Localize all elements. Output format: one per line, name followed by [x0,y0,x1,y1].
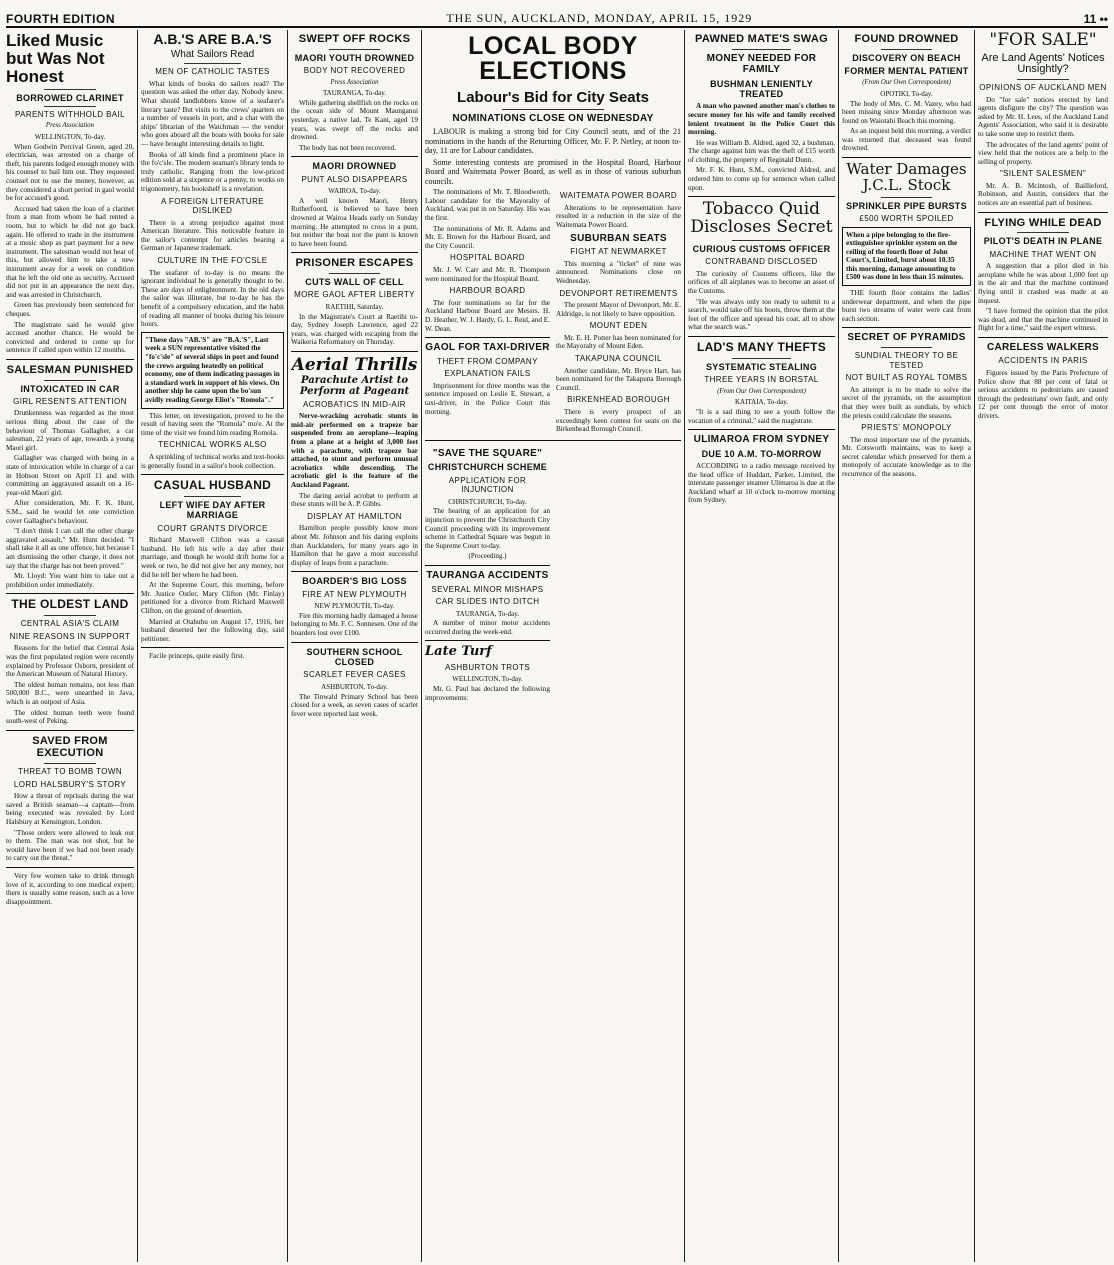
subhead: "SILENT SALESMEN" [999,169,1087,179]
subhead: OPINIONS OF AUCKLAND MEN [979,82,1107,92]
headline-saved-from-execution: SAVED FROM EXECUTION [32,734,108,760]
paragraph: A number of minor motor accidents occurred during the week-end. [425,619,550,636]
headline-casual-husband: CASUAL HUSBAND [153,478,272,493]
paragraph: Do "for sale" notices erected by land agents disfigure the city? The question was asked by Mr. H. Lees, of the Auckland Land Agents' Association, who said it is desirable to take some step to restrict them. [978,95,1108,138]
subhead: THEFT FROM COMPANY [437,356,538,366]
paragraph: Imprisonment for three months was the sentence imposed on Leslie E. Stewart, a taxi-driver, in the Police Court this morning. [425,381,550,416]
subhead: SEVERAL MINOR MISHAPS [431,584,544,594]
paragraph: The nominations of Mr. T. Bloodworth, Labour candidate for the Mayoralty of Auckland, was put in on Saturday. His was the first. [425,188,550,223]
dateline: CHRISTCHURCH, To-day. [448,497,527,506]
paragraph: Mr. F. K. Hunt, S.M., convicted Aldred, and ordered him to come up for sentence when called upon. [688,166,835,192]
quote-box: When a pipe belonging to the fire-extinguisher sprinkler system on the ceiling of the fourth floor of John Court's, Limited, burst about 10.35 this morning, damage amounting to £500 was done in less than 15 minutes. [842,227,971,287]
paragraph: The hearing of an application for an injunction to prevent the Christchurch City Council proceeding with its improvement scheme in Cathedral Square was begun in the Supreme Court to-day. [425,507,550,550]
paragraph: The daring aerial acrobat to perform at these stunts will be A. P. Gibbs. [291,491,418,509]
subhead: WAITEMATA POWER BOARD [559,191,678,201]
paragraph: This morning a "ticket" of nine was announced. Nominations close on Wednesday. [556,259,681,285]
paragraph: A sprinkling of technical works and text-books is generally found in a sailor's book collection. [141,452,284,470]
subhead: NOT BUILT AS ROYAL TOMBS [845,373,968,383]
headline-pawned-mates-swag: PAWNED MATE'S SWAG [695,33,828,45]
byline: (From Our Own Correspondent) [717,387,806,395]
paragraph: Gallagher was charged with being in a state of intoxication while in charge of a car in Hobson Street on April 11 and with committing an aggravated assault on a 16-year-old Maori girl. [6,454,134,497]
subhead: NOMINATIONS CLOSE ON WEDNESDAY [452,112,654,124]
paragraph: The seafarer of to-day is no means the ignorant individual he is generally thought to be. These are days of enlightenment. In the old days the sailor was illiterate, but to-day he has the benefit of a compulsory education, and the habit of reading all manner of books during his leisure hours. [141,268,284,329]
headline-liked-music: Liked Music but Was Not Honest [6,31,105,86]
dateline: RAETIHI, Saturday. [325,303,384,311]
paragraph: At the Supreme Court, this morning, before Mr. Justice Ostler, Mary Clifton (Mr. Finlay) petitioned for a divorce from Richard Maxwell Clifton, on the ground of desertion. [141,581,284,615]
byline: (From Our Own Correspondent) [862,79,951,87]
subhead: SPRINKLER PIPE BURSTS [846,200,967,211]
dateline: TAURANGA, To-day. [455,609,520,618]
paragraph: After consideration, Mr. F. K. Hunt, S.M., said he would let one conviction cover Gallagher's behaviour. [6,499,134,525]
paragraph: There is a strong prejudice against most American literature. This noticeable feature in the sailor's contempt for articles bearing a German or Japanese trademark. [141,218,284,253]
paragraph: Mr. G. Paul has declared the following improvements: [425,684,550,702]
paragraph: The oldest human remains, not less than 500,000 B.C., were unearthed in Java, which is an outpost of Asia. [6,680,134,706]
paragraph: "Those orders were allowed to leak out to them. The man was not shot, but he would have been if we had not been ready to carry out the threat." [6,828,134,863]
paragraph: The body has not been recovered. [299,143,396,152]
paragraph: The nominations of Mr. R. Adams and Mr. E. Brown for the Harbour Board, and the City Council. [425,224,550,250]
subhead: CAR SLIDES INTO DITCH [435,597,540,607]
dateline: WELLINGTON, To-day. [34,133,106,142]
paper-title-date: THE SUN, AUCKLAND, MONDAY, APRIL 15, 1929 [446,11,753,25]
paragraph: A well known Maori, Henry Rutherfoord, is believed to have been drowned at Wairoa Heads early on Sunday morning. He attempted to cross in a punt, but neither the boat nor the punt is known to have been found. [291,196,418,248]
paragraph: Green has previously been sentenced for cheques. [6,301,134,318]
subhead: NINE REASONS IN SUPPORT [9,631,131,641]
subhead: ACROBATICS IN MID-AIR [303,399,406,409]
paragraph: "He was always only too ready to submit to a search, would take off his boots, throw them at the feet of the officer and spread his coat, all to show what the search was." [688,297,835,332]
paragraph: Books of all kinds find a prominent place in the fo'c'sle. The modern seaman's library tends to truly catholic. Ranging from the low-priced edition sold at a sixpence or a penny, to works on trigonometry, his bookshelf is a revelation. [141,150,284,193]
paragraph: Accused had taken the loan of a clarinet from a man from whom he had rented a room, but to which he did not go back again. He offered to trade in the instrument at a music shop as part payment for a new instrument. The salesman would not hear of this, but allowed him to take a new instrument away for a week on condition that he left the old one as security. Accused did not put in an appearance the next day, and was arrested in Christchurch. [6,204,134,299]
headline-water-damages: Water Damages J.C.L. Stock [846,160,967,194]
byline: Press Association [330,78,379,86]
edition-label: FOURTH EDITION [6,12,115,26]
column-2 [141,30,284,1260]
subhead: DUE 10 A.M. TO-MORROW [701,448,822,459]
paragraph: The magistrate said he would give accused another chance. He would be convicted and ordered to come up for sentence if called upon within 12 months. [6,320,134,355]
headline-tauranga-accidents: TAURANGA ACCIDENTS [426,570,549,581]
headline-suburban-seats: SUBURBAN SEATS [570,232,667,244]
paragraph: "It is a sad thing to see a youth follow the vocation of a criminal," said the magistrate. [688,407,835,425]
subhead: MONEY NEEDED FOR FAMILY [706,52,817,76]
paragraph: In the Magistrate's Court at Raetihi to-day, Sydney Joseph Lawrence, aged 22 years, was charged with escaping from the Waikeria Reformatory on Thursday. [291,312,418,347]
subhead: A FOREIGN LITERATURE DISLIKED [161,196,264,216]
subhead: £500 WORTH SPOILED [859,213,954,223]
headline-maori-drowned: MAORI DROWNED [312,161,397,172]
headline-boarders-big-loss: BOARDER'S BIG LOSS [302,576,407,587]
paragraph: Another candidate, Mr. Bryce Hart, has been nominated for the Takapuna Borough Council. [556,366,681,392]
paragraph: How a threat of reprisals during the war saved a British seaman—a captain—from being executed was revealed by Lord Halsbury at Kensington, London. [6,792,134,826]
paragraph: ACCORDING to a radio message received by the head office of Huddart, Parker, Limited, the interstate passenger steamer Ulimaroa is due at the Auckland wharf at 10 o'clock to-morrow morning from Sydney. [688,462,835,505]
headline-careless-walkers: CARELESS WALKERS [986,341,1100,353]
subhead: ACCIDENTS IN PARIS [998,356,1088,366]
quote-box: "These days "AB.'S" are "B.A.'S", Last week a SUN representative visited the "fo'c'sle" of several ships in port and found the crews arguing heatedly on political economy, one of them indicating passages in a standard work in support of his views. On another ship he came upon the bo'sun avidly reading George Eliot's "Romola"." [141,332,284,409]
subhead: Are Land Agents' Notices Unsightly? [981,51,1105,76]
dateline: TAURANGA, To-day. [322,89,387,98]
subhead: THREAT TO BOMB TOWN [17,766,123,776]
paragraph: As an inquest held this morning, a verdict was returned that deceased was found drowned. [842,127,971,153]
subhead: FORMER MENTAL PATIENT [844,65,969,76]
paragraph: The present Mayor of Devonport, Mr. E. Aldridge, is not likely to have opposition. [556,301,681,318]
subhead: LORD HALSBURY'S STORY [13,779,127,789]
paragraph: A suggestion that a pilot died in his aeroplane while he was about 1,000 feet up in the air and that the machine continued flying until it crashed was made at an inquest. [978,262,1108,305]
subhead: Parachute Artist to Perform at Pageant [299,374,410,397]
subhead: GIRL RESENTS ATTENTION [13,396,127,406]
subhead: CHRISTCHURCH SCHEME [427,462,548,473]
paragraph: While gathering shellfish on the rocks on the ocean side of Mount Maunganui yesterday, a native lad, Te Kani, aged 19 years, was swept off the rocks and drowned. [291,98,418,142]
subhead: PILOT'S DEATH IN PLANE [983,236,1103,247]
subhead: DISPLAY AT HAMILTON [307,511,402,521]
subhead: PRIESTS' MONOPOLY [861,423,952,433]
paragraph: The advocates of the land agents' point of view held that the notices are a help to the selling of property. [978,140,1108,166]
subhead: BIRKENHEAD BOROUGH [567,395,670,405]
subhead: FIRE AT NEW PLYMOUTH [302,589,407,599]
paragraph: Mr. A. B. Mcintosh, of Baillieford, Robinson, and Austin, considers that the notices are an essential part of business. [978,181,1108,208]
subhead: PARENTS WITHHOLD BAIL [14,109,126,119]
subhead: CUTS WALL OF CELL [305,277,404,288]
page-number: 11 •• [1083,12,1108,26]
subhead: SUNDIAL THEORY TO BE TESTED [854,350,959,370]
paragraph: The curiosity of Customs officers, like the orifices of all airplanes was to become an asset of the Customs. [688,269,835,296]
paragraph: There is every prospect of an exceedingly keen contest for seats on the Birkenhead Borough Council. [556,408,681,434]
subhead: LEFT WIFE DAY AFTER MARRIAGE [159,499,266,521]
dateline: NEW PLYMOUTH, To-day. [314,602,395,611]
headline-aerial-thrills: Aerial Thrills [291,354,418,375]
subhead: TAKAPUNA COUNCIL [575,354,662,364]
column-7 [978,30,1108,1260]
column-5 [688,30,835,1260]
column-1 [6,30,134,1260]
headline-for-sale: "FOR SALE" [989,30,1097,50]
headline-ulimaroa: ULIMAROA FROM SYDNEY [693,434,830,446]
subhead: CENTRAL ASIA'S CLAIM [20,619,120,629]
headline-swept-off-rocks: SWEPT OFF ROCKS [298,33,411,45]
subhead: FIGHT AT NEWMARKET [570,247,667,257]
subhead: DEVONPORT RETIREMENTS [559,288,678,298]
subhead: HOSPITAL BOARD [450,253,525,263]
headline-salesman-punished: SALESMAN PUNISHED [6,363,134,376]
dateline: KAITAIA, To-day. [735,398,788,407]
dateline: ASHBURTON, To-day. [321,682,388,691]
paragraph: Facile princeps, quite easily first. [149,652,245,661]
subhead: MACHINE THAT WENT ON [989,249,1097,259]
dateline: WAIROA, To-day. [328,187,381,196]
subhead: BUSHMAN LENIENTLY TREATED [710,78,813,99]
subhead: THREE YEARS IN BORSTAL [704,375,819,385]
subhead: CONTRABAND DISCLOSED [705,257,818,267]
dateline: OPOTIKI, To-day. [880,89,933,98]
subhead: SCARLET FEVER CASES [303,670,406,680]
headline-lads-many-thefts: LAD'S MANY THEFTS [696,340,827,355]
paragraph: An attempt is to be made to solve the secret of the pyramids, on the assumption that they were built as sundials, by which the priests could calculate the seasons. [842,385,971,420]
masthead [6,4,1108,28]
paragraph: The four nominations so far for the Auckland Harbour Board are Messrs. H. D. Heather, W. J. Hardy, G. L. Reid, and E. W. Dean. [425,298,550,333]
subhead: MEN OF CATHOLIC TASTES [155,67,270,77]
paragraph: He was William B. Aldred, aged 32, a bushman. The charge against him was the theft of £15 worth of clothing, the property of Reginald Dunn. [688,138,835,164]
headline-local-body-elections: LOCAL BODY ELECTIONS [468,32,638,85]
paragraph: LABOUR is making a strong bid for City Council seats, and of the 21 nominations in the hands of the Returning Officer, Mr. F. P. Netley, at noon to-day, 11 are for Labour candidates. [425,127,681,156]
paragraph: Figures issued by the Paris Prefecture of Police show that 88 per cent of fatal or serious accidents to pedestrians are caused through the pedestrians' own fault, and only 12 per cent through the error of motor drivers. [978,369,1108,421]
headline-tobacco-quid: Tobacco Quid Discloses Secret [690,199,833,238]
paragraph: Nerve-wracking acrobatic stunts in mid-air performed on a trapeze bar suspended from an aeroplane—leaping from a plane at a height of 3,000 feet with a parachute, with trapeze bar attached, to stunt and perform unusual acrobatics while descending. The acrobatic girl is the feature of the Auckland Pageant. [291,412,418,489]
paragraph: Mr. E. H. Potter has been nominated for the Mayoralty of Mount Eden. [556,333,681,351]
subhead: Labour's Bid for City Seats [457,89,649,106]
column-6 [842,30,971,1260]
subhead: SYSTEMATIC STEALING [705,361,818,372]
subhead: MAORI YOUTH DROWNED [294,52,415,63]
headline-secret-of-pyramids: SECRET OF PYRAMIDS [847,332,966,344]
subhead: CULTURE IN THE FO'CSLE [157,256,268,266]
paragraph: "I don't think I can call the other charge aggravated assault," Mr. Hunt decided. "I shall take it all as one offence, but because I am dismissing the other charge, it does not say that the charge has not been proved." [6,527,134,570]
headline-gaol-for-taxi-driver: GAOL FOR TAXI-DRIVER [425,342,550,354]
subhead: MOUNT EDEN [589,321,648,331]
paragraph: When Godwin Percival Green, aged 20, electrician, was arrested on a charge of theft, his parents lodged enough money with his counsel to bail him out. They requested counsel not to use the money, however, as they considered a short period in gaol would be for accused's good. [6,142,134,203]
subhead: ASHBURTON TROTS [444,662,531,672]
paragraph: A man who pawned another man's clothes to secure money for his wife and family received lenient treatment in the Police Court this morning. [688,102,835,137]
paragraph: The body of Mrs. C. M. Vazey, who had been missing since Monday afternoon was found on Waiotahi Beach this morning. [842,99,971,125]
column-4 [425,30,681,1260]
paragraph: Some interesting contests are promised in the Hospital Board, Harbour Board and Waitemata Power Board, as well as in those of various suburban councils. [425,157,681,186]
paragraph: Alterations to be representation have resulted in a reduction in the size of the Waitemata Power Board. [556,203,681,230]
subhead: PUNT ALSO DISAPPEARS [301,174,408,184]
subhead: BODY NOT RECOVERED [303,65,406,75]
subhead: HARBOUR BOARD [449,286,526,296]
subhead: CURIOUS CUSTOMS OFFICER [692,243,831,254]
byline: Press Association [45,122,95,130]
paragraph: The Tinwald Primary School has been closed for a week, as seven cases of scarlet fever were reported last week. [291,692,418,718]
proceeding-note: (Proceeding.) [468,552,507,561]
paragraph: Hamilton people possibly know more about Mr. Johnson and his daring exploits than Aucklanders, for many years ago in Hamilton that he gave a most successful display of leaps from a parachute. [291,524,418,567]
paragraph: "I have formed the opinion that the pilot was dead, and that the machine continued in flight for a time," said the expert witness. [978,307,1108,333]
subhead: What Sailors Read [170,48,255,60]
column-3 [291,30,418,1260]
headline-abs-are-bas: A.B.'S ARE B.A.'S [153,31,272,47]
paragraph: Mr. J. W. Carr and Mr. R. Thompson were nominated for the Hospital Board. [425,266,550,283]
subhead: APPLICATION FOR INJUNCTION [448,475,527,495]
headline-southern-school-closed: SOUTHERN SCHOOL CLOSED [306,646,403,667]
subhead: MORE GAOL AFTER LIBERTY [294,290,415,300]
paragraph: What kinds of books do sailors read? The question was asked the other day. Nobody knew. What should landlubbers know of a seafarer's literary taste? But visits to the crews' quarters on a number of vessels in port, and a chat with the ships' librarian of the Watchman — the vendor who goes aboard all the boats with books for sale — have brought interesting details to light. [141,79,284,148]
headline-flying-while-dead: FLYING WHILE DEAD [984,216,1102,229]
subhead: DISCOVERY ON BEACH [852,52,961,63]
paragraph: Married at Otahuhu on August 17, 1916, her husband deserted her the following day, said petitioner. [141,617,284,643]
subhead: COURT GRANTS DIVORCE [157,523,268,533]
paragraph: Mr. Lloyd: You want him to take out a prohibition order immediately. [6,572,134,589]
paragraph: THE fourth floor contains the ladies' underwear department, and when the pipe burst two streams of water were cast from each section. [842,289,971,323]
headline-late-turf: Late Turf [425,644,492,660]
headline-save-the-square: "SAVE THE SQUARE" [432,447,543,459]
paragraph: Reasons for the belief that Central Asia was the first populated region were recently explained by Professor Osborn, president of the American Museum of Natural History. [6,644,134,679]
headline-oldest-land: THE OLDEST LAND [11,597,129,612]
subhead: BORROWED CLARINET [16,92,124,103]
paragraph: The oldest human teeth were found south-west of Peking. [6,708,134,726]
subhead: INTOXICATED IN CAR [20,383,120,394]
paragraph: Very few women take to drink through love of it, according to one medical expert; there is usually some reason, such as a love disappointment. [6,871,134,906]
subhead: TECHNICAL WORKS ALSO [158,440,267,450]
paragraph: The most important use of the pyramids, Mr. Cotsworth maintains, was to keep a secret calendar which preserved for them a monopoly of accurate knowledge as to the recurrence of the seasons. [842,435,971,479]
headline-found-drowned: FOUND DROWNED [854,33,959,45]
headline-prisoner-escapes: PRISONER ESCAPES [295,257,414,270]
dateline: WELLINGTON, To-day. [452,675,523,684]
paragraph: This letter, on investigation, proved to be the result of having seen the "Romola" mo'e. At the time of the visit we found him reading Romola. [141,411,284,437]
subhead: EXPLANATION FAILS [444,369,531,379]
paragraph: Fire this morning badly damaged a house belonging to Mr. F. C. Sonnesen. One of the boarders lost over £100. [291,611,418,638]
paragraph: Drunkenness was regarded as the most serious thing about the case of the behaviour of Thomas Gallagher, a car salesman, 22 years of age, towards a young Maori girl. [6,409,134,452]
paragraph: Richard Maxwell Clifton was a casual husband. He left his wife a day after their marriage, and though he would drift home for a week or two, he did not give her any money, nor did he tell her where he had been. [141,536,284,579]
